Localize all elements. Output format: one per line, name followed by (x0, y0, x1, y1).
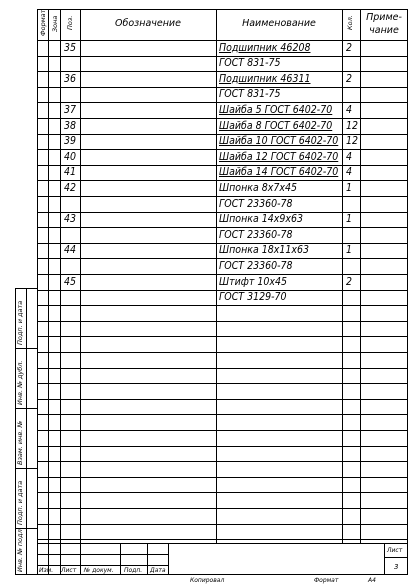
tb-list: Лист (61, 567, 77, 574)
row-pos: 40 (64, 150, 77, 163)
side-label-podp-data-2: Подп. и дата (16, 480, 24, 525)
row-qty: 2 (346, 41, 353, 54)
row-qty: 2 (346, 72, 353, 85)
tb-data: Дата (150, 567, 166, 574)
row-name: Шпонка 14х9х63 (219, 213, 303, 226)
row-divider (37, 461, 408, 462)
footer-format-value: А4 (368, 577, 376, 584)
row-pos: 37 (64, 103, 77, 116)
row-divider (37, 383, 408, 384)
row-name: ГОСТ 831-75 (219, 57, 281, 70)
row-divider (37, 414, 408, 415)
side-label-vzam-inv: Взам. инв. № (16, 420, 24, 465)
row-divider (37, 477, 408, 478)
row-pos: 36 (64, 72, 77, 85)
row-qty: 12 (346, 119, 359, 132)
row-name: Шайба 12 ГОСТ 6402-70 (219, 150, 339, 163)
row-name: ГОСТ 23360-78 (219, 259, 293, 272)
row-pos: 39 (64, 135, 77, 148)
row-divider (37, 399, 408, 400)
row-qty: 4 (346, 166, 353, 179)
row-name: ГОСТ 23360-78 (219, 197, 293, 210)
row-name: Штифт 10х45 (219, 275, 287, 288)
row-name: Шайба 5 ГОСТ 6402-70 (219, 103, 333, 116)
row-pos: 38 (64, 119, 77, 132)
row-divider (37, 539, 408, 540)
header-note-2: чание (369, 25, 399, 36)
side-label-inv-podl: Инв. № подл. (16, 527, 24, 572)
row-divider (37, 352, 408, 353)
row-qty: 1 (346, 213, 353, 226)
footer-copied: Копировал (190, 577, 225, 584)
row-pos: 35 (64, 41, 77, 54)
row-divider (37, 524, 408, 525)
row-divider (37, 492, 408, 493)
footer-format-label: Формат (314, 577, 339, 584)
row-name: ГОСТ 23360-78 (219, 228, 293, 241)
row-name: ГОСТ 3129-70 (219, 291, 287, 304)
header-zone: Зона (51, 15, 59, 32)
header-format: Формат (39, 9, 47, 36)
row-pos: 44 (64, 244, 77, 257)
header-name: Наименование (242, 18, 316, 29)
side-label-inv-dubl: Инв. № дубл. (16, 360, 24, 405)
row-name: Шпонка 18х11х63 (219, 244, 310, 257)
row-divider (37, 305, 408, 306)
row-pos: 43 (64, 213, 77, 226)
row-name: Шайба 10 ГОСТ 6402-70 (219, 135, 339, 148)
row-name: ГОСТ 831-75 (219, 88, 281, 101)
row-name: Подшипник 46208 (219, 41, 311, 54)
row-divider (37, 321, 408, 322)
row-name: Подшипник 46311 (219, 72, 311, 85)
row-name: Шайба 8 ГОСТ 6402-70 (219, 119, 333, 132)
tb-izm: Изм. (39, 567, 54, 574)
tb-podp: Подп. (124, 567, 143, 574)
row-qty: 4 (346, 150, 353, 163)
row-qty: 2 (346, 275, 353, 288)
header-pos: Поз. (66, 15, 74, 30)
row-qty: 12 (346, 135, 359, 148)
row-divider (37, 446, 408, 447)
tb-list-number: 3 (394, 563, 399, 571)
row-name: Шпонка 8х7х45 (219, 181, 297, 194)
row-qty: 1 (346, 244, 353, 257)
tb-list-label: Лист (387, 547, 403, 554)
row-divider (37, 336, 408, 337)
row-qty: 1 (346, 181, 353, 194)
tb-ndokum: № докум. (84, 567, 114, 574)
side-label-podp-data: Подп. и дата (16, 300, 24, 345)
row-pos: 45 (64, 275, 77, 288)
header-note-1: Приме- (366, 12, 402, 23)
row-pos: 42 (64, 181, 77, 194)
row-divider (37, 430, 408, 431)
row-divider (37, 508, 408, 509)
header-qty: Кол. (346, 15, 354, 30)
row-qty: 4 (346, 103, 353, 116)
header-designation: Обозначение (115, 18, 181, 29)
row-pos: 41 (64, 166, 77, 179)
row-name: Шайба 14 ГОСТ 6402-70 (219, 166, 339, 179)
row-divider (37, 368, 408, 369)
